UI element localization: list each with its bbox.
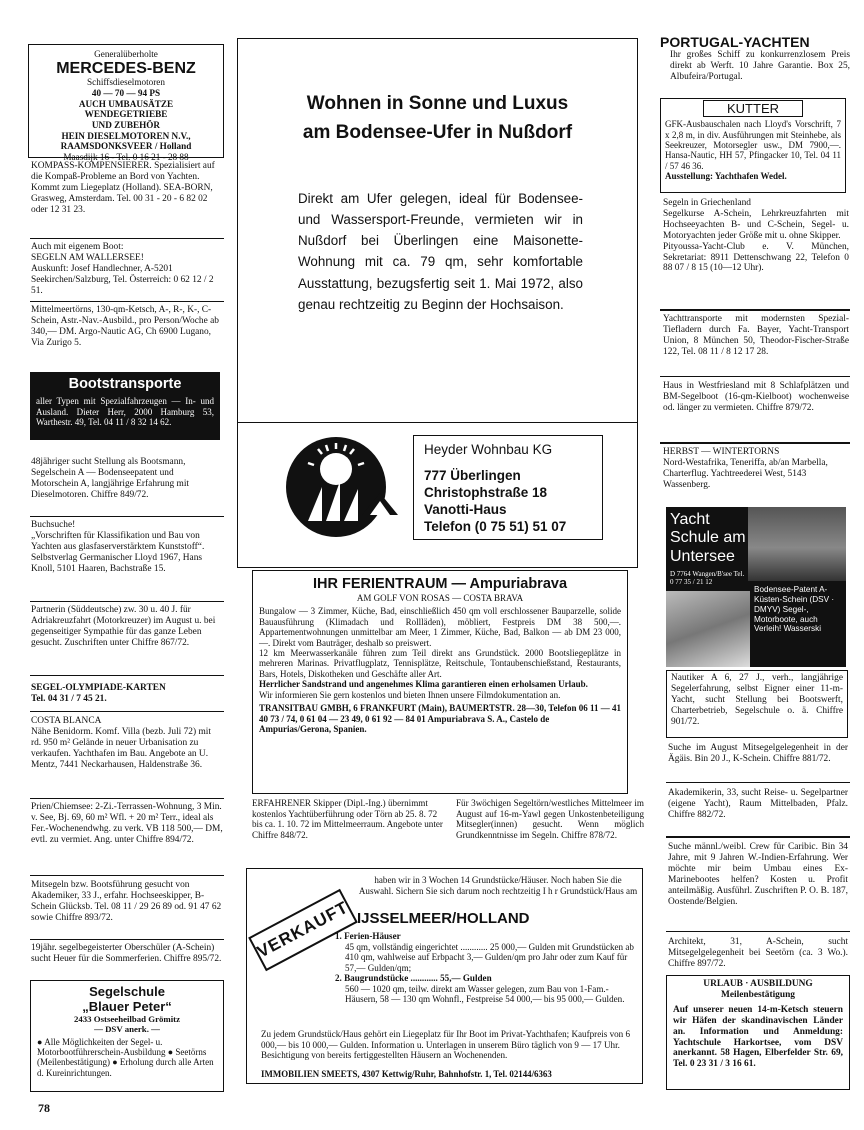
mercedes-title: MERCEDES-BENZ — [56, 59, 196, 77]
wallersee-ad: Auch mit eigenem Boot: SEGELN AM WALLERSEE! Auskunft: Josef Handlechner, A-5201 Seekirchen/Salzburg, Tel. Österreich: 0 62 12 / 2 51. — [31, 242, 214, 296]
yachttransporte-ad: Yachttransporte mit modernsten Spezial-Tiefladern durch Fa. Bayer, Yacht-Transport Union, 8 München 50, Theodor-Fischer-Straße 122, Tel. 08 11 / 8 12 17 28. — [663, 314, 849, 357]
heyder-address2: Christophstraße 18 — [424, 484, 548, 500]
divider — [30, 516, 224, 517]
ampuriabrava-title: IHR FERIENTRAUM — Ampuriabrava — [312, 576, 568, 592]
48jaehriger-ad: 48jähriger sucht Stellung als Bootsmann, Segelschein A — Bodenseepatent und Motorschein A, langjährige Erfahrung mit Dieselmotoren. Chiffre 849/72. — [31, 457, 190, 500]
ijsselmeer-item1-label: 1. Ferien-Häuser — [335, 931, 401, 941]
nussdorf-title — [238, 89, 637, 148]
heyder-logo — [268, 431, 418, 543]
yachtschule-ad — [666, 507, 846, 667]
heyder-address3: Vanotti-Haus — [424, 501, 507, 517]
urlaub-title: URLAUB · AUSBILDUNG — [703, 979, 813, 989]
nussdorf-title1: Wohnen in Sonne und Luxus — [306, 93, 569, 114]
architekt-ad: Architekt, 31, A-Schein, sucht Mitsegelgelegenheit bei Seetörn (ca. 3 Wo.). Chiffre 897/72. — [668, 937, 848, 969]
partnerin-ad: Partnerin (Süddeutsche) zw. 30 u. 40 J. für Adriakreuzfahrt (Motorkreuzer) im August u. bei gegenseitiger Sympathie für das ganze Leben gesucht. Zuschriften unter Chiffre 867/72. — [31, 605, 216, 648]
nautiker-ad: Nautiker A 6, 27 J., verh., langjährige Segelerfahrung, selbst Eigner einer 11-m-Yacht, sucht Stellung bei Bootswerft, Charterbetrieb, Segelschule o. ä. Chiffre 901/72. — [666, 670, 848, 738]
ampuriabrava-p1: Bungalow — 3 Zimmer, Küche, Bad, einschließlich 450 qm voll erschlossener Bauparzelle, solide Bauausführung (Klimadach und Rollläden), möbliert, Festpreis DM 38 500,—. Appartementwohnungen unmittelbar am Meer, 1 Zimmer, Küche, Bad, Balkon — ab DM 23 000,—. Direkt vom Bauträger, deshalb so preiswert. — [259, 606, 621, 648]
olympiade-ad: SEGEL-OLYMPIADE-KARTEN Tel. 04 31 / 7 45 21. — [31, 683, 166, 704]
ampuriabrava-p2: 12 km Meerwasserkanäle führen zum Teil direkt ans Grundstück. 2000 Bootsliegeplätze in mehreren Marinas. Privatflugplatz, Tennisplätze, Reitschule, Tontaubenschießstand, Restaurants, Bars, Hotels, Diskotheken und Geschäfte aller Art. — [259, 648, 621, 679]
ijsselmeer-outro: Zu jedem Grundstück/Haus gehört ein Liegeplatz für Ihr Boot im Privat-Yachthafen; Kaufpreis von 6 000,— bis 10 000,— Gulden. Information u. Unterlagen in unserem Büro täglich von 9 — 17 Uhr. Besichtigung von bereits fertiggestellten Häusern an Wochenenden. — [261, 1029, 631, 1061]
divider — [666, 836, 850, 838]
buchsuche-ad: Buchsuche! „Vorschriften für Klassifikation und Bau von Yachten aus glasfaserverstärktem Kunststoff“. Selbstverlag Germanischer Lloyd 1967, Hans Knoll, 5101 Haaren, Bachstraße 15. — [31, 520, 205, 574]
divider — [30, 301, 224, 302]
mercedes-line3: 40 — 70 — 94 PS — [91, 87, 161, 98]
segelschule-address: 2433 Ostseeheilbad Grömitz — [73, 1014, 181, 1025]
mercedes-line8: RAAMSDONKSVEER / Holland — [60, 141, 192, 152]
segelschule-bullet1: Alle Möglichkeiten der Segel- u. Motorbootführerschein-Ausbildung — [37, 1036, 166, 1057]
mitsegeln-ad: Mitsegeln bzw. Bootsführung gesucht von Akademiker, 33 J., erfahr. Hochseeskipper, B-Schein Glücksb. Tel. 08 11 / 29 26 89 od. 91 47 62 sowie Chiffre 893/72. — [31, 880, 222, 923]
divider — [660, 309, 850, 311]
yachtschule-side: Bodensee-Patent A-Küsten-Schein (DSV · DMYV) Segel-, Motorboote, auch Verleih! Wasserski — [754, 585, 835, 634]
yachtschule-word3: Untersee — [670, 547, 735, 565]
mitsegelgelegenheit-ad: Suche im August Mitsegelgelegenheit in der Ägäis. Bin 20 J., K-Schein. Chiffre 881/72. — [668, 743, 848, 764]
divider — [30, 939, 224, 940]
yachtschule-wordmark — [670, 511, 746, 566]
mercedes-line7: HEIN DIESELMOTOREN N.V., — [61, 130, 191, 141]
kutter-ad — [660, 98, 846, 193]
divider — [660, 442, 850, 444]
mercedes-line4: AUCH UMBAUSÄTZE — [78, 98, 174, 109]
skipper-ad: ERFAHRENER Skipper (Dipl.-Ing.) übernimmt kostenlos Yachtüberführung oder Törn ab 25. 8. 72 bis ca. 1. 10. 72 im Mittelmeerraum. Angebote unter Chiffre 848/72. — [252, 798, 443, 840]
page-number: 78 — [38, 1101, 50, 1115]
kutter-text: GFK-Ausbauschalen nach Lloyd's Vorschrift, 7 x 2,8 m, in div. Ausführungen mit Steinhebe, als Seekreuzer, Motorsegler usw., DM 7900,—. Hansa-Nautic, HH 57, Pfingacker 10, Tel. 04 11 / 57 46 36. — [665, 119, 841, 171]
bullet-icon: ● — [167, 1047, 174, 1057]
ampuriabrava-p4: Wir informieren Sie gern kostenlos und bieten Ihnen unsere Filmdokumentation an. — [259, 689, 561, 700]
segelschule-bullet3: Erholung durch alle Arten d. Kureinrichtungen. — [37, 1057, 214, 1078]
chiemsee-ad: Prien/Chiemsee: 2-Zi.-Terrassen-Wohnung, 3 Min. v. See, Bj. 69, 60 m² Wfl. + 20 m² Terr., ideal als Fer.-Wochenendwhg. zu verk. VB 118 500,— DM, evtl. zu vermiet. Ang. unter Chiffre 894/72. — [31, 802, 223, 845]
mercedes-line1: Generalüberholte — [94, 49, 158, 59]
divider — [237, 422, 638, 423]
kutter-footer: Ausstellung: Yachthafen Wedel. — [665, 171, 787, 182]
divider — [666, 782, 850, 783]
yachtschule-word1: Yacht — [670, 511, 710, 528]
griechenland-ad: Segeln in Griechenland Segelkurse A-Schein, Lehrkreuzfahrten mit Hochseeyachten B- und C-Schein, Segel- u. Motoryachten jeder Größe mit u. ohne Skipper. Pityoussa-Yacht-Club e. V. München, Sekretariat: 8911 Dettenschwang 22, Telefon 0 88 07 / 8 15 (10—12 Uhr). — [663, 198, 849, 274]
ijsselmeer-intro: haben wir in 3 Wochen 14 Grundstücke/Häuser. Noch haben Sie die Auswahl. Sichern Sie sich darum noch rechtzeitig I h r Grundstück/Haus am — [358, 875, 638, 896]
bootstransporte-text: aller Typen mit Spezialfahrzeugen — In- und Ausland. Dieter Herr, 2000 Hamburg 53, Warthestr. 49, Tel. 04 11 / 8 32 14 62. — [36, 396, 214, 428]
herbst-ad: HERBST — WINTERTÖRNS Nord-Westafrika, Teneriffa, ab/an Marbella, Charterflug. Yachtreederei West, 5143 Wassenberg. — [663, 447, 828, 490]
ampuriabrava-p3: Herrlicher Sandstrand und angenehmes Klima garantieren einen erholsamen Urlaub. — [259, 679, 588, 690]
portugal-ad — [660, 34, 850, 96]
mittelmeer-ad: Mittelmeertörns, 130-qm-Ketsch, A-, R-, K-, C-Schein, Astr.-Nav.-Ausbild., pro Person/Woche ab 340,— DM. Argo-Nautic AG, Ch 6900 Lugano, Via Zurigo 5. — [31, 305, 219, 348]
yachtschule-word2: Schule am — [670, 529, 746, 547]
yachtschule-addr: D 7764 Wangen/B'see Tel. 0 77 35 / 21 12 — [670, 570, 745, 586]
caribic-ad: Suche männl./weibl. Crew für Caribic. Bin 34 Jahre, mit 9 Jahren W.-Indien-Erfahrung. Wer möchte mir beim Umbau eines Ex-Marinebootes helfen? Kosten u. Profit anteilmäßig. Ausführl. Zuschriften P. O. B. 187, Oostende/Belgien. — [668, 842, 848, 907]
urlaub-ad — [666, 975, 850, 1090]
19jaehr-ad: 19jähr. segelbegeisterter Oberschüler (A-Schein) sucht Heuer für die Sommerferien. Chiffre 895/72. — [31, 943, 222, 964]
segelschule-dsv: — DSV anerk. — — [94, 1024, 160, 1035]
divider — [30, 675, 224, 676]
divider — [660, 376, 850, 377]
divider — [30, 238, 224, 239]
ijsselmeer-title: IJSSELMEER/HOLLAND — [357, 910, 530, 927]
sun-sails-logo-icon — [268, 431, 418, 543]
mercedes-line6: UND ZUBEHÖR — [91, 119, 161, 130]
urlaub-text: Auf unserer neuen 14-m-Ketsch steuern wir Häfen der skandinavischen Länder an. Information und Anmeldung: Yachtschule Harkortsee, vom DSV anerkannt. 58 Hagen, Elberfelder Str. 69, Tel. 0 23 31 / 3 16 61. — [673, 1004, 843, 1070]
divider — [666, 931, 850, 932]
bootstransporte-ad — [30, 372, 220, 440]
segeltoern-ad: Für 3wöchigen Segeltörn/westliches Mittelmeer im August auf 16-m-Yawl gegen Unkostenbeteiligung Mitsegler(innen) gesucht. Wenn möglich Grundkenntnisse im Segeln. Chiffre 878/72. — [456, 798, 644, 840]
ampuriabrava-subtitle: AM GOLF VON ROSAS — COSTA BRAVA — [356, 592, 524, 603]
segelschule-ad — [30, 980, 224, 1092]
bullet-icon: ● — [37, 1036, 43, 1047]
heyder-phone: Telefon (0 75 51) 51 07 — [424, 518, 567, 534]
divider — [30, 875, 224, 876]
ijsselmeer-item1: 45 qm, vollständig eingerichtet ............ 25 000,— Gulden mit Grundstücken ab 410 qm, wahlweise auf Erbpacht 3,— Gulden/qm pro Jahr oder zum Kauf für 57,— Gulden/qm; — [345, 941, 634, 973]
portugal-title: PORTUGAL-YACHTEN — [660, 34, 810, 50]
divider — [30, 711, 224, 712]
kompass-ad: KOMPASS-KOMPENSIERER. Spezialisiert auf die Kompaß-Probleme an Bord von Yachten. Kommt zum Liegeplatz (Holland). SEA-BORN, Grasweg, Amsterdam. Tel. 00 31 - 20 - 6 82 02 oder 12 31 23. — [31, 161, 215, 215]
verkauft-text: VERKAUFT — [253, 897, 352, 962]
segelschule-bullets — [37, 1037, 217, 1079]
westfriesland-ad: Haus in Westfriesland mit 8 Schlafplätzen und BM-Segelboot (16-qm-Kielboot) wochenweise od. länger zu vermieten. Chiffre 879/72. — [663, 381, 849, 413]
mercedes-ad — [28, 44, 224, 162]
divider — [30, 601, 224, 602]
yachtschule-boat-photo — [666, 591, 750, 667]
ijsselmeer-footer: IMMOBILIEN SMEETS, 4307 Kettwig/Ruhr, Bahnhofstr. 1, Tel. 02144/6363 — [261, 1069, 552, 1079]
ampuriabrava-p5: TRANSITBAU GMBH, 6 FRANKFURT (Main), BAUMERTSTR. 28—30, Telefon 06 11 — 41 40 73 / 74, 0 61 04 — 23 49, 0 61 92 — 84 01 Ampuriabrava S. A., Castelo de Ampurias/Gerona, Spanien. — [259, 703, 621, 735]
segelschule-bullet2: Seetörns (Meilenbestätigung) — [37, 1047, 207, 1068]
heyder-box — [413, 435, 603, 540]
nussdorf-ad — [237, 38, 638, 568]
nussdorf-title2: am Bodensee-Ufer in Nußdorf — [302, 122, 573, 144]
portugal-text: Ihr großes Schiff zu konkurrenzlosem Preis direkt ab Werft. 10 Jahre Garantie. Box 25, Albufeira/Portugal. — [670, 50, 850, 83]
kutter-title: KUTTER — [703, 100, 803, 117]
costablanca-ad: COSTA BLANCA Nähe Benidorm. Komf. Villa (bezb. Juli 72) mit rd. 950 m² Gelände in neuer Urbanisation zu verkaufen. Yachthafen im Bau. Angebote an U. Mentz, 7441 Neckarhausen, Haldenstraße 36. — [31, 716, 211, 770]
bootstransporte-title: Bootstransporte — [68, 376, 182, 392]
urlaub-subtitle: Meilenbestätigung — [721, 989, 795, 1000]
akademikerin-ad: Akademikerin, 33, sucht Reise- u. Segelpartner (eigene Yacht), Raum Mittelbaden, Pfalz. Chiffre 882/72. — [668, 788, 848, 820]
divider — [30, 798, 224, 799]
heyder-company: Heyder Wohnbau KG — [424, 442, 553, 457]
ijsselmeer-ad — [246, 868, 643, 1084]
bullet-icon: ● — [112, 1057, 118, 1068]
ijsselmeer-item2: 560 — 1020 qm, teilw. direkt am Wasser gelegen, zum Bau von 1-Fam.-Häusern, 58 — 130 qm Wohnfl., Festpreise 54 000,— bis 95 000,— Gulden. — [345, 983, 625, 1005]
ijsselmeer-items — [335, 931, 639, 1005]
ijsselmeer-item2-label: 2. Baugrundstücke ............ 55,— Gulden — [335, 973, 492, 984]
segelschule-title2: „Blauer Peter“ — [82, 999, 172, 1015]
heyder-address1: 777 Überlingen — [424, 467, 521, 483]
ampuriabrava-ad — [252, 570, 628, 794]
mercedes-line9: Maasdijk 16 - Tel. 0 16 21 - 28 88 — [63, 151, 189, 162]
mercedes-line5: WENDEGETRIEBE — [84, 109, 168, 120]
mercedes-line2: Schiffsdieselmotoren — [87, 77, 165, 88]
yachtschule-photo — [748, 507, 846, 581]
nussdorf-body: Direkt am Ufer gelegen, ideal für Bodensee- und Wassersport-Freunde, vermieten wir in Nußdorf bei Überlingen eine Maisonette-Wohnung mit ca. 79 qm, sehr komfortable Ausstattung, bezugsfertig seit 1. Mai 1972, also genau rechtzeitig zu Beginn der Hochsaison. — [298, 190, 583, 312]
segelschule-title1: Segelschule — [89, 984, 165, 999]
